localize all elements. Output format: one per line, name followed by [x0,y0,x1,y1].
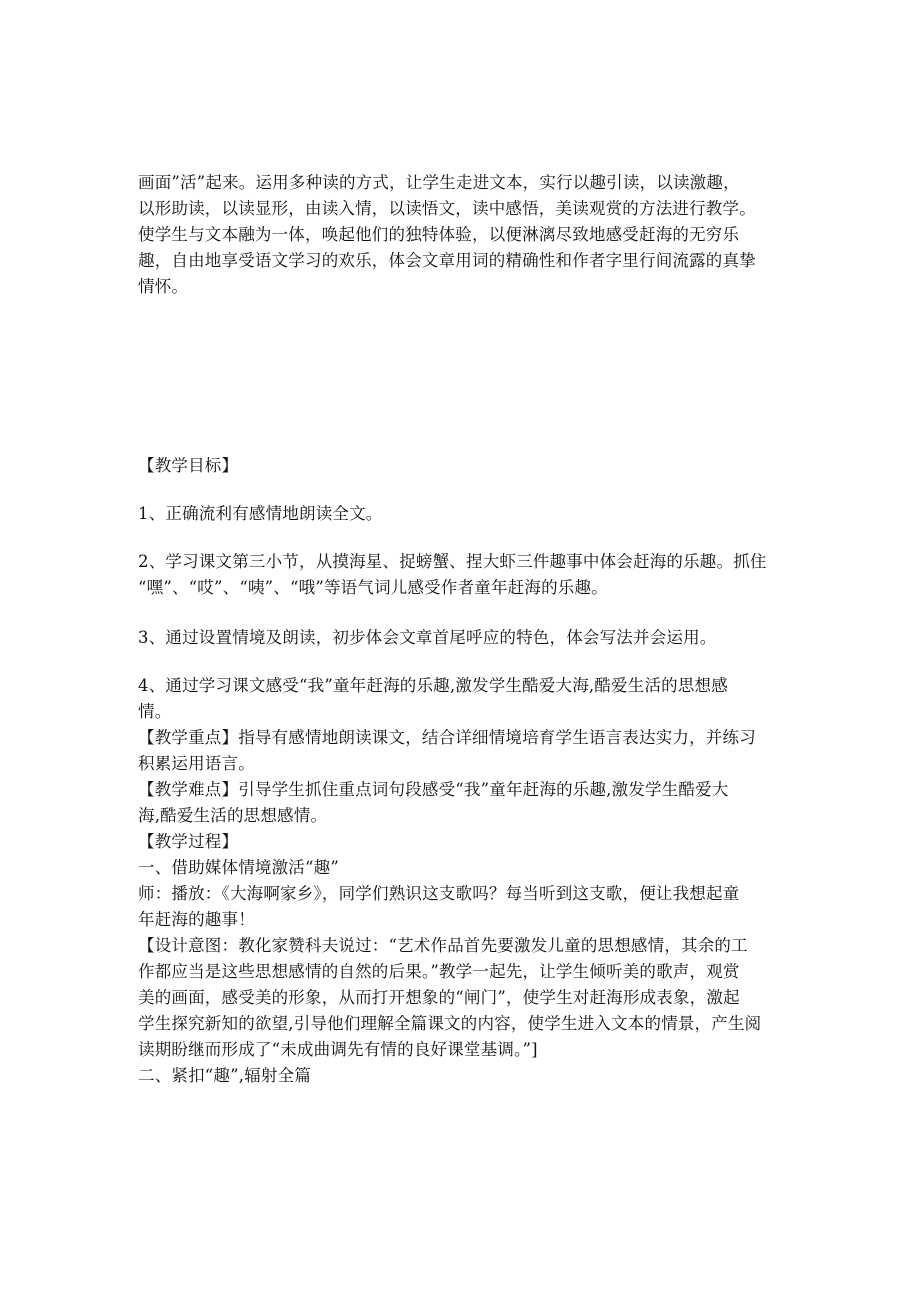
objective-item-2 [138,549,788,601]
design-intent-line: 学生探究新知的欲望,引导他们理解全篇课文的内容，使学生进入文本的情景，产生阅 [138,1014,762,1033]
objective-item-3 [138,625,788,651]
design-intent-line: 【设计意图：教化家赞科夫说过：“艺术作品首先要激发儿童的思想感情，其余的工 [138,936,748,955]
objective-text: 情。 [138,702,172,721]
difficulty-line: 【教学难点】引导学生抓住重点词句段感受“我”童年赶海的乐趣,激发学生酷爱大 [138,780,729,799]
design-intent-line: 作都应当是这些思想感情的自然的后果。”教学一起先，让学生倾听美的歌声，观赏 [138,962,740,981]
objective-text: 2、学习课文第三小节，从摸海星、捉螃蟹、捏大虾三件趣事中体会赶海的乐趣。抓住 [138,552,767,571]
objective-item-4 [138,673,788,699]
section-2-title: 二、紧扣“趣”,辐射全篇 [138,1066,312,1085]
objective-text: 3、通过设置情境及朗读，初步体会文章首尾呼应的特色，体会写法并会运用。 [138,628,717,647]
key-point-line: 【教学重点】指导有感情地朗读课文，结合详细情境培育学生语言表达实力，并练习 [138,728,756,747]
intro-line: 以形助读，以读显形，由读入情，以读悟文，读中感悟，美读观赏的方法进行教学。 [138,199,756,218]
objective-item-1 [138,501,788,527]
key-point-line: 积累运用语言。 [138,754,255,773]
process-heading: 【教学过程】 [138,832,239,851]
section-1-title: 一、借助媒体情境激活“趣” [138,858,339,877]
teacher-line: 年赶海的趣事！ [138,910,255,929]
intro-line: 趣，自由地享受语文学习的欢乐，体会文章用词的精确性和作者字里行间流露的真挚 [138,251,756,270]
objective-text: “嘿”、“哎”、“咦”、“哦”等语气词儿感受作者童年赶海的乐趣。 [138,578,608,597]
intro-line: 情怀。 [138,277,189,296]
design-intent-line: 美的画面，感受美的形象，从而打开想象的“闸门”，使学生对赶海形成表象，激起 [138,988,740,1007]
intro-paragraph [138,170,788,300]
teacher-line: 师：播放：《大海啊家乡》，同学们熟识这支歌吗？每当听到这支歌，便让我想起童 [138,884,740,903]
intro-line: 画面”活”起来。运用多种读的方式，让学生走进文本，实行以趣引读，以读激趣， [138,173,740,192]
objectives-heading-text: 【教学目标】 [138,456,239,475]
intro-line: 使学生与文本融为一体，唤起他们的独特体验，以便淋漓尽致地感受赶海的无穷乐 [138,225,740,244]
design-intent-line: 读期盼继而形成了“未成曲调先有情的良好课堂基调。”] [138,1040,538,1059]
lesson-body [138,699,788,1089]
objective-text: 4、通过学习课文感受“我”童年赶海的乐趣,激发学生酷爱大海,酷爱生活的思想感 [138,676,728,695]
difficulty-line: 海,酷爱生活的思想感情。 [138,806,328,825]
objectives-heading [138,453,788,479]
objective-text: 1、正确流利有感情地朗读全文。 [138,504,383,523]
